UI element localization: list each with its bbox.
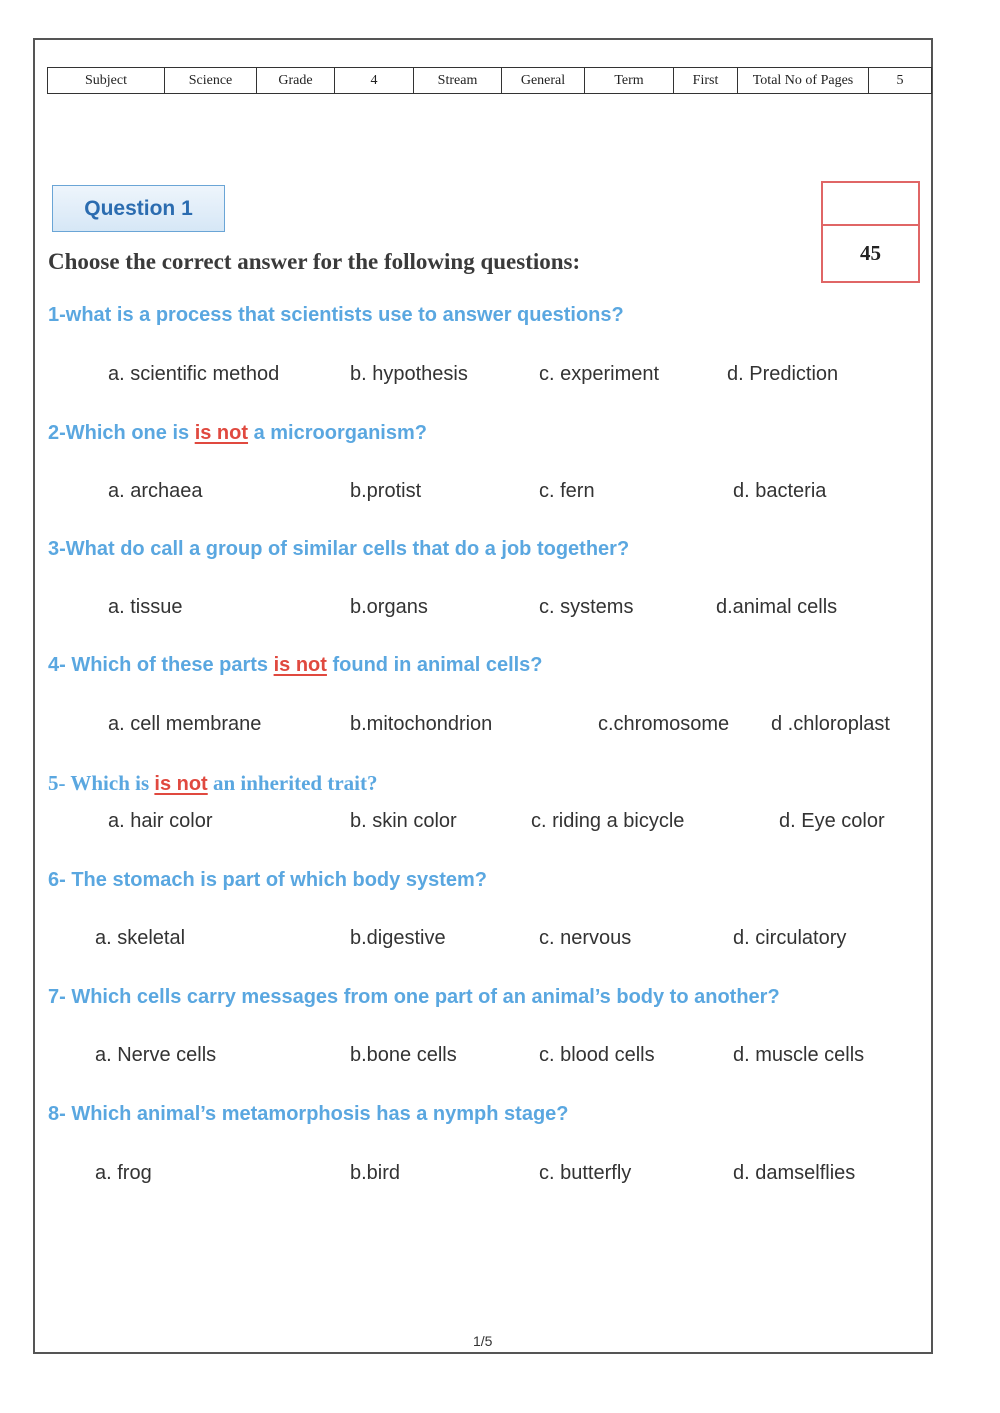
header-stream-label: Stream — [414, 68, 502, 94]
section-title: Question 1 — [52, 185, 225, 232]
q2-option-b[interactable]: b.protist — [350, 480, 422, 502]
header-subject-label: Subject — [48, 68, 165, 94]
question-8-text: 8- Which animal’s metamorphosis has a nymph stage? — [48, 1103, 569, 1125]
q3-option-b[interactable]: b.organs — [350, 596, 428, 618]
q3-option-c[interactable]: c. systems — [539, 596, 634, 618]
q1-option-a[interactable]: a. scientific method — [108, 363, 280, 385]
question-2-suffix: a microorganism? — [248, 422, 427, 444]
q1-option-b[interactable]: b. hypothesis — [350, 363, 468, 385]
question-1-text: 1-what is a process that scientists use to answer questions? — [48, 304, 624, 326]
q4-option-a[interactable]: a. cell membrane — [108, 713, 262, 735]
q5-option-a[interactable]: a. hair color — [108, 810, 213, 832]
q6-option-a[interactable]: a. skeletal — [95, 927, 186, 949]
instruction-text: Choose the correct answer for the following questions: — [48, 249, 581, 274]
q4-option-c[interactable]: c.chromosome — [598, 713, 730, 735]
page-frame — [33, 38, 933, 1354]
header-stream-value: General — [502, 68, 585, 94]
q3-option-a[interactable]: a. tissue — [108, 596, 183, 618]
q8-option-b[interactable]: b.bird — [350, 1162, 401, 1184]
question-6 — [48, 869, 487, 892]
q8-option-a[interactable]: a. frog — [95, 1162, 152, 1184]
q7-option-d[interactable]: d. muscle cells — [733, 1044, 865, 1066]
question-6-text: 6- The stomach is part of which body system? — [48, 869, 487, 891]
score-value: 45 — [860, 241, 881, 265]
header-term-label: Term — [585, 68, 674, 94]
question-5-prefix: 5- Which is — [48, 771, 155, 795]
question-5-suffix: an inherited trait? — [207, 771, 378, 795]
score-blank-cell — [823, 183, 918, 226]
q8-option-d[interactable]: d. damselflies — [733, 1162, 856, 1184]
question-5-negation: is not — [154, 773, 208, 795]
q2-option-d[interactable]: d. bacteria — [733, 480, 827, 502]
q2-option-a[interactable]: a. archaea — [108, 480, 203, 502]
question-4 — [48, 654, 543, 677]
q8-option-c[interactable]: c. butterfly — [539, 1162, 632, 1184]
question-3 — [48, 538, 629, 561]
question-3-text: 3-What do call a group of similar cells that do a job together? — [48, 538, 630, 560]
question-4-negation: is not — [273, 654, 327, 676]
header-subject-value: Science — [165, 68, 257, 94]
question-1 — [48, 304, 624, 327]
header-grade-value: 4 — [335, 68, 414, 94]
header-pages-label: Total No of Pages — [738, 68, 869, 94]
q4-option-b[interactable]: b.mitochondrion — [350, 713, 493, 735]
q6-option-d[interactable]: d. circulatory — [733, 927, 847, 949]
question-2 — [48, 422, 427, 445]
page-number: 1/5 — [473, 1333, 493, 1349]
header-pages-value: 5 — [869, 68, 932, 94]
q1-option-c[interactable]: c. experiment — [539, 363, 660, 385]
question-2-negation: is not — [194, 422, 249, 444]
q6-option-b[interactable]: b.digestive — [350, 927, 446, 949]
question-7 — [48, 986, 780, 1009]
question-4-suffix: found in animal cells? — [326, 654, 543, 676]
score-box — [821, 181, 920, 283]
q6-option-c[interactable]: c. nervous — [539, 927, 632, 949]
question-5 — [48, 771, 377, 796]
q5-option-c[interactable]: c. riding a bicycle — [531, 810, 685, 832]
q4-option-d[interactable]: d .chloroplast — [771, 713, 890, 735]
question-4-prefix: 4- Which of these parts — [48, 654, 274, 676]
q7-option-b[interactable]: b.bone cells — [350, 1044, 457, 1066]
q2-option-c[interactable]: c. fern — [539, 480, 595, 502]
q7-option-c[interactable]: c. blood cells — [539, 1044, 655, 1066]
question-7-text: 7- Which cells carry messages from one part of an animal’s body to another? — [48, 986, 780, 1008]
exam-header-table — [47, 67, 932, 94]
q1-option-d[interactable]: d. Prediction — [727, 363, 839, 385]
question-8 — [48, 1103, 569, 1126]
q5-option-d[interactable]: d. Eye color — [779, 810, 885, 832]
q7-option-a[interactable]: a. Nerve cells — [95, 1044, 217, 1066]
q5-option-b[interactable]: b. skin color — [350, 810, 457, 832]
q3-option-d[interactable]: d.animal cells — [716, 596, 838, 618]
header-term-value: First — [674, 68, 738, 94]
header-grade-label: Grade — [257, 68, 335, 94]
question-2-prefix: 2-Which one is — [48, 422, 195, 444]
